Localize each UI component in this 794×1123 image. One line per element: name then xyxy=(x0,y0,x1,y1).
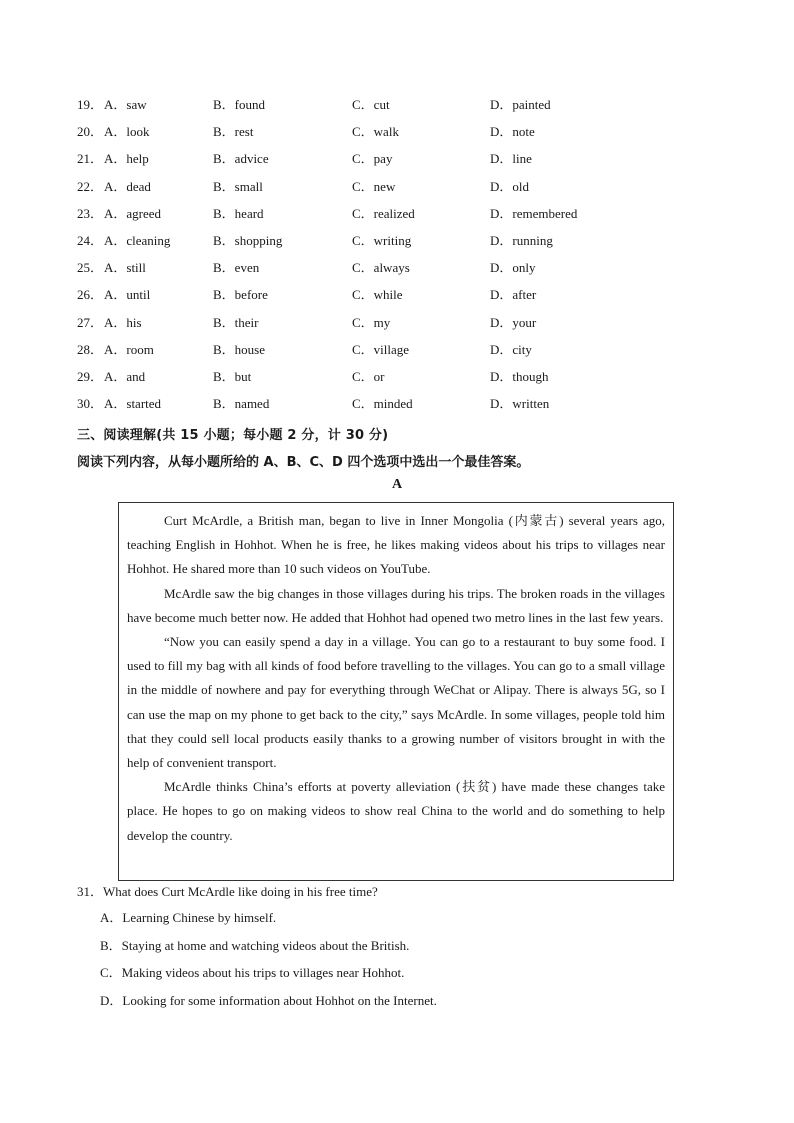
question-number: 26． xyxy=(77,287,104,303)
question-31 xyxy=(77,881,717,1017)
option-b: B．advice xyxy=(213,151,269,167)
passage-paragraph-4: McArdle thinks China’s efforts at poverty alleviation (扶贫) have made these changes take place. He hopes to go on making videos to show real China to the world and do something to help develop the country. xyxy=(127,779,665,843)
option-c: C．or xyxy=(352,368,385,384)
question-option-a: A．Learning Chinese by himself. xyxy=(100,910,277,925)
question-number: 19． xyxy=(77,97,104,112)
option-c: C．realized xyxy=(352,205,415,221)
option-c: C．new xyxy=(352,178,396,194)
section-instruction: 阅读下列内容，从每小题所给的 A、B、C、D 四个选项中选出一个最佳答案。 xyxy=(77,455,530,470)
option-row-23 xyxy=(77,204,717,231)
option-a: A．started xyxy=(104,396,162,412)
option-d: D．running xyxy=(490,232,553,248)
option-row-20 xyxy=(77,122,717,149)
option-a: A．help xyxy=(104,151,149,167)
question-stem: 31．What does Curt McArdle like doing in his free time? xyxy=(77,884,378,899)
option-row-19 xyxy=(77,95,717,122)
passage-paragraph-3: “Now you can easily spend a day in a village. You can go to a restaurant to buy some food. I used to fill my bag with all kinds of food before travelling to the villages. You can go to a small village in the middle of nowhere and pay for everything through WeChat or Alipay. There is always 5G, so I can use the map on my phone to get back to the city,” says McArdle. In some villages, people told him that they could sell local products easily thanks to a growing number of visitors brought in with the help of convenient transport. xyxy=(127,634,665,771)
option-a: A．saw xyxy=(104,97,147,112)
question-number: 22． xyxy=(77,178,104,194)
option-c: C．my xyxy=(352,314,391,330)
option-d: D．written xyxy=(490,396,550,412)
option-d: D．only xyxy=(490,260,536,276)
option-row-28 xyxy=(77,340,717,367)
option-row-21 xyxy=(77,149,717,176)
question-option-d: D．Looking for some information about Hohhot on the Internet. xyxy=(100,992,437,1008)
option-b: B．their xyxy=(213,314,259,330)
option-c: C．pay xyxy=(352,151,393,167)
option-row-29 xyxy=(77,367,717,394)
option-c: C．writing xyxy=(352,232,412,248)
passage-paragraph-2: McArdle saw the big changes in those villages during his trips. The broken roads in the villages have become much better now. He added that Hohhot had opened two metro lines in the last few years. xyxy=(127,585,665,625)
option-row-24 xyxy=(77,231,717,258)
option-c: C．village xyxy=(352,341,410,357)
option-c: C．walk xyxy=(352,124,399,140)
option-a: A．cleaning xyxy=(104,232,171,248)
option-row-22 xyxy=(77,177,717,204)
option-row-26 xyxy=(77,285,717,312)
option-a: A．agreed xyxy=(104,205,162,221)
question-option-b: B．Staying at home and watching videos about the British. xyxy=(100,937,410,953)
option-a: A．until xyxy=(104,287,151,303)
option-a: A．still xyxy=(104,260,146,276)
option-d: D．old xyxy=(490,178,530,194)
option-a: A．his xyxy=(104,314,142,330)
option-b: B．named xyxy=(213,396,270,412)
option-b: B．heard xyxy=(213,205,264,221)
option-a: A．dead xyxy=(104,178,151,194)
passage-paragraph-1: Curt McArdle, a British man, began to live in Inner Mongolia (内蒙古) several years ago, teaching English in Hohhot. When he is free, he likes making videos about his trips to villages near Hohhot. He shared more than 10 such videos on YouTube. xyxy=(127,513,665,577)
option-b: B．even xyxy=(213,260,260,276)
passage-label: A xyxy=(391,477,403,492)
option-d: D．city xyxy=(490,341,532,357)
option-d: D．remembered xyxy=(490,205,578,221)
option-c: C．while xyxy=(352,287,403,303)
passage-box xyxy=(118,502,674,881)
option-b: B．small xyxy=(213,178,263,194)
option-d: D．painted xyxy=(490,97,551,112)
option-a: A．room xyxy=(104,341,154,357)
option-b: B．found xyxy=(213,97,266,112)
option-row-27 xyxy=(77,313,717,340)
question-number: 21． xyxy=(77,151,104,167)
option-a: A．and xyxy=(104,368,146,384)
option-d: D．though xyxy=(490,368,549,384)
option-d: D．your xyxy=(490,314,537,330)
question-number: 25． xyxy=(77,260,104,276)
option-b: B．rest xyxy=(213,124,254,140)
question-number: 20． xyxy=(77,124,104,140)
option-row-30 xyxy=(77,394,717,421)
option-b: B．shopping xyxy=(213,232,283,248)
option-d: D．after xyxy=(490,287,537,303)
question-number: 24． xyxy=(77,232,104,248)
option-a: A．look xyxy=(104,124,150,140)
option-b: B．before xyxy=(213,287,268,303)
question-option-c: C．Making videos about his trips to villages near Hohhot. xyxy=(100,965,405,980)
option-row-25 xyxy=(77,258,717,285)
option-c: C．always xyxy=(352,260,410,276)
question-number: 30． xyxy=(77,396,104,412)
question-number: 29． xyxy=(77,368,104,384)
option-c: C．minded xyxy=(352,396,413,412)
option-c: C．cut xyxy=(352,97,390,112)
question-number: 28． xyxy=(77,341,104,357)
question-number: 23． xyxy=(77,205,104,221)
option-d: D．note xyxy=(490,124,535,140)
option-b: B．but xyxy=(213,368,252,384)
section-title: 三、阅读理解(共 15 小题；每小题 2 分，计 30 分) xyxy=(77,428,389,443)
cloze-options xyxy=(77,95,717,421)
question-number: 27． xyxy=(77,314,104,330)
option-b: B．house xyxy=(213,341,266,357)
option-d: D．line xyxy=(490,151,532,167)
